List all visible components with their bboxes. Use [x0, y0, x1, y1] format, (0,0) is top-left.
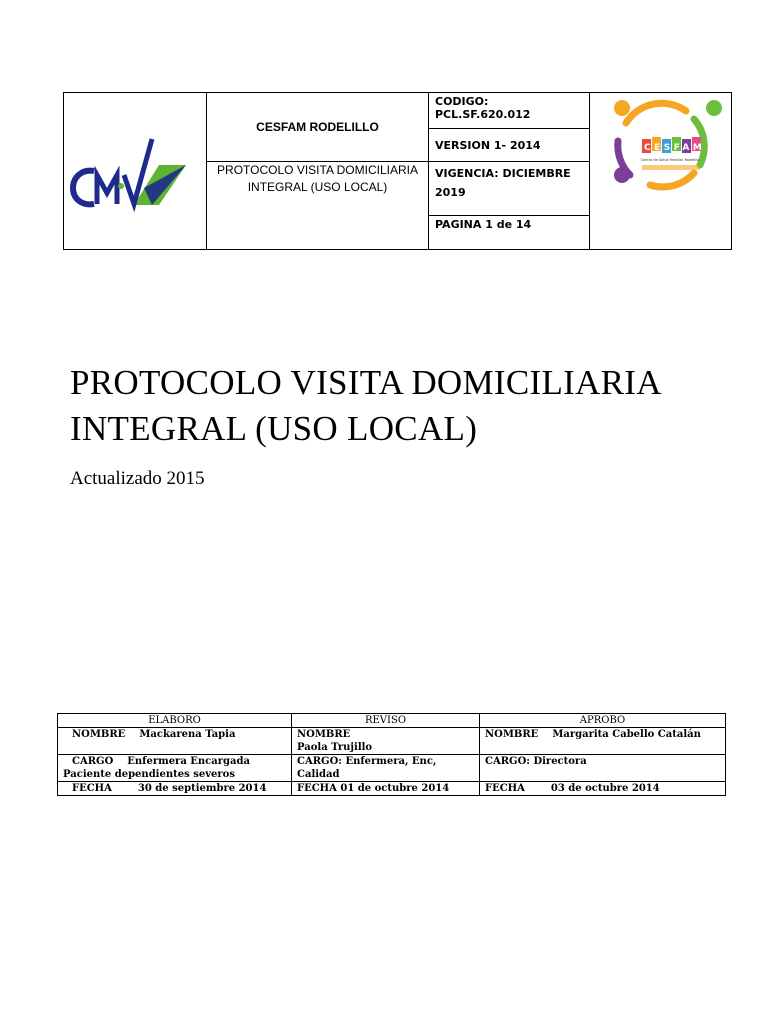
- document-title-line-2: INTEGRAL (USO LOCAL): [70, 409, 478, 448]
- reviso-name-label: NOMBRE: [297, 729, 351, 740]
- elaboro-name-value: Mackarena Tapia: [139, 729, 236, 740]
- document-validity: VIGENCIA: DICIEMBRE 2019: [429, 162, 590, 216]
- elaboro-cargo-label: CARGO: [72, 756, 114, 767]
- elaboro-cargo: [58, 755, 292, 782]
- header-doc-title: PROTOCOLO VISITA DOMICILIARIA INTEGRAL (USO LOCAL): [207, 162, 429, 249]
- aprobo-name-label: NOMBRE: [485, 729, 539, 740]
- approval-cargo-row: [58, 755, 726, 782]
- cesfam-logo-caption: Centro de Salud Familiar Rodelillo: [640, 158, 700, 162]
- approval-date-row: [58, 782, 726, 796]
- elaboro-date-label: FECHA: [72, 783, 112, 794]
- cmv-logo: [64, 93, 207, 249]
- aprobo-name-value: Margarita Cabello Catalán: [552, 729, 701, 740]
- reviso-cargo-line-1: CARGO: Enfermera, Enc,: [297, 756, 437, 767]
- document-version: VERSION 1- 2014: [429, 129, 590, 162]
- updated-note: Actualizado 2015: [70, 468, 205, 489]
- document-title-line-1: PROTOCOLO VISITA DOMICILIARIA: [70, 363, 662, 402]
- institution-name: CESFAM RODELILLO: [207, 93, 429, 162]
- page-number: PAGINA 1 de 14: [429, 216, 590, 249]
- reviso-cargo: [292, 755, 480, 782]
- reviso-date: FECHA 01 de octubre 2014: [292, 782, 480, 796]
- elaboro-date: [58, 782, 292, 796]
- approval-name-row: [58, 728, 726, 755]
- elaboro-name-label: NOMBRE: [72, 729, 126, 740]
- document-code: CODIGO: PCL.SF.620.012: [429, 93, 590, 129]
- elaboro-name: [58, 728, 292, 755]
- aprobo-name: [480, 728, 726, 755]
- approval-header-row: [58, 714, 726, 728]
- elaboro-cargo-line-2: Paciente dependientes severos: [63, 769, 235, 780]
- header-reviso: REVISO: [292, 714, 480, 728]
- elaboro-date-value: 30 de septiembre 2014: [137, 783, 267, 794]
- cmv-logo-cell: [64, 93, 207, 249]
- aprobo-date-value: 03 de octubre 2014: [550, 783, 660, 794]
- header-elaboro: ELABORO: [58, 714, 292, 728]
- reviso-cargo-line-2: Calidad: [297, 769, 340, 780]
- document-header-table: [63, 92, 732, 250]
- header-aprobo: APROBO: [480, 714, 726, 728]
- aprobo-cargo: CARGO: Directora: [480, 755, 726, 782]
- elaboro-cargo-line-1: Enfermera Encargada: [127, 756, 250, 767]
- cesfam-logo: [590, 93, 731, 249]
- approval-table: [57, 713, 726, 796]
- cesfam-logo-cell: [590, 93, 731, 249]
- document-title: [70, 360, 730, 452]
- cesfam-logo-text: CESFAM: [644, 143, 706, 153]
- reviso-name: [292, 728, 480, 755]
- aprobo-date-label: FECHA: [485, 783, 525, 794]
- reviso-name-value: Paola Trujillo: [297, 742, 373, 753]
- aprobo-date: [480, 782, 726, 796]
